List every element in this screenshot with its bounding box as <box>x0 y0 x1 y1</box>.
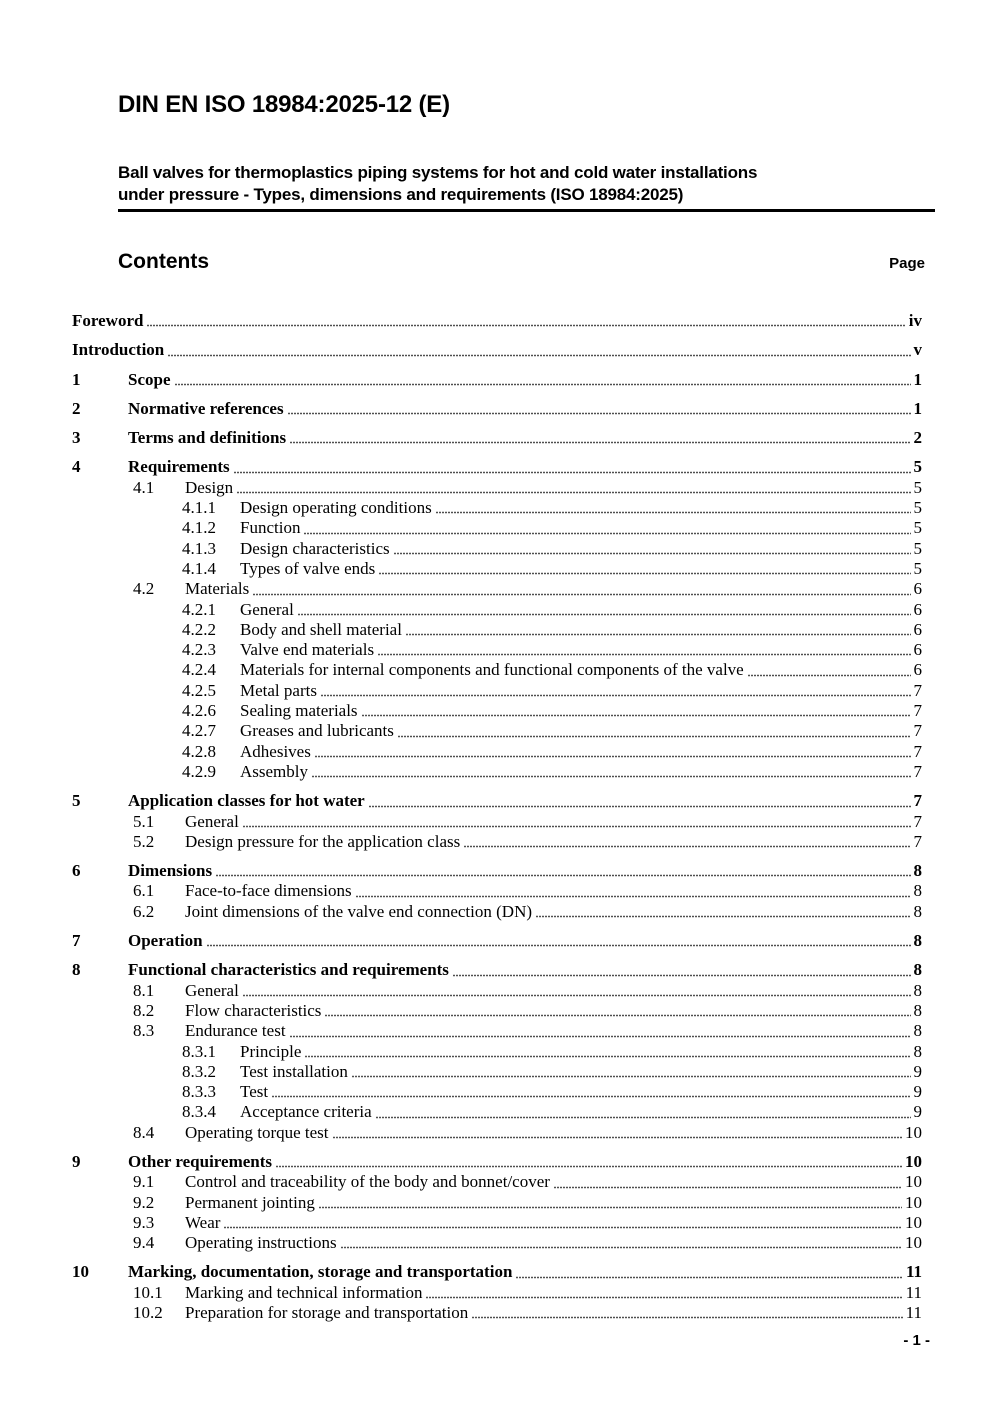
toc-entry <box>72 370 922 390</box>
toc-entry-page: 9 <box>913 1102 922 1122</box>
toc-entry-label: Function <box>240 518 301 538</box>
dot-leader <box>516 1276 903 1279</box>
toc-entry-number: 5.2 <box>133 831 155 851</box>
dot-leader <box>276 1165 902 1168</box>
toc-entry-page: 9 <box>913 1082 922 1102</box>
toc-entry-page: 5 <box>913 518 922 538</box>
toc-entry-label: Application classes for hot water <box>128 791 365 811</box>
toc-entry-page: 8 <box>913 881 922 901</box>
toc-entry-page: 7 <box>913 791 922 811</box>
toc-entry-number: 5 <box>72 791 81 811</box>
toc-entry <box>72 478 922 498</box>
toc-entry-page: 2 <box>913 428 922 448</box>
dot-leader <box>305 1055 910 1058</box>
dot-leader <box>472 1316 902 1319</box>
toc-entry-label: Design characteristics <box>240 538 390 558</box>
toc-entry <box>72 457 922 477</box>
toc-entry-number: 8.3.1 <box>182 1041 216 1061</box>
dot-leader <box>356 895 911 898</box>
toc-entry <box>72 1193 922 1213</box>
toc-entry <box>72 1303 922 1323</box>
toc-entry-page: 5 <box>913 457 922 477</box>
toc-entry <box>72 881 922 901</box>
toc-entry-label: Endurance test <box>185 1021 286 1041</box>
toc-entry-number: 4.2.2 <box>182 619 216 639</box>
toc-entry-number: 10.1 <box>133 1282 163 1302</box>
toc-entry-label: Marking, documentation, storage and transportation <box>128 1262 513 1282</box>
toc-entry-number: 4.2.1 <box>182 599 216 619</box>
toc-entry-number: 4.2.8 <box>182 741 216 761</box>
toc-entry-page: 10 <box>905 1122 922 1142</box>
toc-entry <box>72 1123 922 1143</box>
toc-entry-page: 8 <box>913 861 922 881</box>
toc-entry-page: 5 <box>913 538 922 558</box>
toc-entry-page: 7 <box>913 811 922 831</box>
toc-entry <box>72 518 922 538</box>
toc-entry-label: Types of valve ends <box>240 558 376 578</box>
toc-entry-label: Valve end materials <box>240 640 375 660</box>
toc-entry-page: 6 <box>913 660 922 680</box>
dot-leader <box>234 471 911 474</box>
toc-entry-page: 8 <box>913 980 922 1000</box>
toc-entry-number: 10.2 <box>133 1303 163 1323</box>
toc-entry-number: 8.3.3 <box>182 1082 216 1102</box>
toc-entry-label: Permanent jointing <box>185 1192 315 1212</box>
toc-entry-page: 8 <box>913 1041 922 1061</box>
dot-leader <box>321 694 911 697</box>
toc-entry <box>72 742 922 762</box>
toc-entry-number: 4.2.3 <box>182 640 216 660</box>
toc-entry <box>72 640 922 660</box>
toc-entry-label: Face-to-face dimensions <box>185 881 352 901</box>
toc-entry-number: 1 <box>72 369 81 389</box>
toc-entry-number: 10 <box>72 1262 89 1282</box>
toc-entry-label: Requirements <box>128 457 230 477</box>
toc-entry-page: 5 <box>913 558 922 578</box>
dot-leader <box>243 994 911 997</box>
toc-entry-label: Preparation for storage and transportation <box>185 1303 469 1323</box>
toc-entry-page: 1 <box>913 369 922 389</box>
toc-entry-label: Control and traceability of the body and bonnet/cover <box>185 1172 550 1192</box>
dot-leader <box>341 1246 902 1249</box>
dot-leader <box>304 532 910 535</box>
dot-leader <box>298 613 911 616</box>
toc-entry-number: 9 <box>72 1151 81 1171</box>
toc-entry <box>72 399 922 419</box>
toc-entry <box>72 861 922 881</box>
toc-entry-label: Assembly <box>240 761 308 781</box>
toc-entry-number: 8.3 <box>133 1021 155 1041</box>
dot-leader <box>436 511 911 514</box>
dot-leader <box>453 974 911 977</box>
toc-entry-page: 8 <box>913 1000 922 1020</box>
toc-entry-number: 4.1.4 <box>182 558 216 578</box>
dot-leader <box>243 825 911 828</box>
toc-entry-page: v <box>913 340 922 360</box>
contents-heading: Contents <box>118 250 209 273</box>
toc-entry <box>72 1001 922 1021</box>
toc-entry-page: 6 <box>913 599 922 619</box>
document-title-line1: Ball valves for thermoplastics piping systems for hot and cold water installations <box>118 163 758 182</box>
dot-leader <box>290 1035 911 1038</box>
toc-entry-page: 7 <box>913 761 922 781</box>
page-column-label: Page <box>889 255 925 272</box>
toc-entry-number: 4.2.4 <box>182 660 216 680</box>
footer-page-number: - 1 - <box>903 1332 930 1349</box>
toc-entry-label: Operation <box>128 931 203 951</box>
toc-entry <box>72 311 922 331</box>
document-title <box>118 162 757 206</box>
toc-entry-label: Body and shell material <box>240 619 402 639</box>
toc-entry-label: Functional characteristics and requirements <box>128 960 449 980</box>
dot-leader <box>362 714 911 717</box>
toc-entry-label: General <box>185 811 239 831</box>
toc-entry-page: 6 <box>913 640 922 660</box>
toc-entry-number: 4.2.7 <box>182 721 216 741</box>
toc-entry-label: Marking and technical information <box>185 1282 423 1302</box>
toc-entry-number: 8.1 <box>133 980 155 1000</box>
toc-entry-number: 6.1 <box>133 881 155 901</box>
toc-entry-number: 4.2.5 <box>182 680 216 700</box>
toc-entry-page: 8 <box>913 931 922 951</box>
toc-entry-label: Operating torque test <box>185 1122 329 1142</box>
toc-entry <box>72 981 922 1001</box>
toc-entry-page: 7 <box>913 701 922 721</box>
dot-leader <box>312 775 911 778</box>
toc-entry-label: Design pressure for the application class <box>185 831 461 851</box>
toc-entry <box>72 600 922 620</box>
toc-entry-label: Terms and definitions <box>128 428 287 448</box>
dot-leader <box>253 593 910 596</box>
toc-entry <box>72 579 922 599</box>
toc-entry-number: 6 <box>72 861 81 881</box>
toc-entry-number: 4.1.2 <box>182 518 216 538</box>
toc-entry <box>72 559 922 579</box>
toc-entry-page: 10 <box>905 1192 922 1212</box>
toc-entry-label: Dimensions <box>128 861 213 881</box>
toc-entry <box>72 812 922 832</box>
toc-entry-label: Test <box>240 1082 269 1102</box>
dot-leader <box>426 1296 902 1299</box>
toc-entry <box>72 539 922 559</box>
toc-entry-label: Design operating conditions <box>240 498 432 518</box>
toc-entry-number: 4.1 <box>133 477 155 497</box>
dot-leader <box>333 1136 902 1139</box>
toc-entry-number: 4.1.3 <box>182 538 216 558</box>
toc-entry-label: Joint dimensions of the valve end connection (DN) <box>185 901 533 921</box>
toc-entry-number: 8.3.4 <box>182 1102 216 1122</box>
toc-entry-page: 10 <box>905 1151 922 1171</box>
toc-entry-number: 9.2 <box>133 1192 155 1212</box>
toc-entry-page: 8 <box>913 1021 922 1041</box>
toc-entry-number: 5.1 <box>133 811 155 831</box>
toc-entry <box>72 832 922 852</box>
title-underline-rule <box>118 209 935 212</box>
toc-entry-number: 7 <box>72 931 81 951</box>
dot-leader <box>376 1116 911 1119</box>
dot-leader <box>147 324 905 327</box>
toc-entry-page: iv <box>908 311 922 330</box>
dot-leader <box>288 412 911 415</box>
toc-entry-number: 8.3.2 <box>182 1061 216 1081</box>
dot-leader <box>175 383 911 386</box>
toc-entry-label: Operating instructions <box>185 1233 337 1253</box>
document-title-line2: under pressure - Types, dimensions and requirements (ISO 18984:2025) <box>118 185 684 204</box>
toc-entry-label: Materials <box>185 579 250 599</box>
toc-entry-label: Introduction <box>72 340 165 360</box>
toc-entry-page: 7 <box>913 721 922 741</box>
toc-entry <box>72 1213 922 1233</box>
dot-leader <box>369 805 911 808</box>
toc-entry <box>72 721 922 741</box>
toc-entry <box>72 1021 922 1041</box>
toc-entry <box>72 498 922 518</box>
toc-entry-page: 6 <box>913 579 922 599</box>
toc-entry-number: 4.2.9 <box>182 761 216 781</box>
toc-entry <box>72 1172 922 1192</box>
dot-leader <box>290 441 910 444</box>
toc-entry-label: Scope <box>128 369 171 389</box>
toc-entry-page: 7 <box>913 831 922 851</box>
toc-entry-number: 9.3 <box>133 1212 155 1232</box>
toc-entry-label: Principle <box>240 1041 302 1061</box>
dot-leader <box>536 915 910 918</box>
toc-entry-page: 1 <box>913 398 922 418</box>
toc-entry-label: Foreword <box>72 311 144 330</box>
dot-leader <box>554 1186 902 1189</box>
toc-entry <box>72 1042 922 1062</box>
toc-entry <box>72 1283 922 1303</box>
toc-entry-page: 10 <box>905 1233 922 1253</box>
toc-entry-number: 6.2 <box>133 901 155 921</box>
toc-entry-page: 10 <box>905 1212 922 1232</box>
toc-entry-number: 8.4 <box>133 1122 155 1142</box>
toc-entry-number: 4.2.6 <box>182 701 216 721</box>
toc-entry <box>72 931 922 951</box>
toc-entry <box>72 681 922 701</box>
table-of-contents <box>72 302 922 1323</box>
toc-entry <box>72 902 922 922</box>
toc-entry-number: 2 <box>72 398 81 418</box>
dot-leader <box>352 1075 911 1078</box>
toc-entry <box>72 701 922 721</box>
toc-entry-number: 4 <box>72 457 81 477</box>
toc-entry-page: 7 <box>913 741 922 761</box>
toc-entry-label: Design <box>185 477 234 497</box>
document-code: DIN EN ISO 18984:2025-12 (E) <box>118 91 450 118</box>
toc-entry-label: Normative references <box>128 398 284 418</box>
toc-entry-number: 4.1.1 <box>182 498 216 518</box>
dot-leader <box>207 944 911 947</box>
toc-entry-page: 6 <box>913 619 922 639</box>
toc-entry-number: 4.2 <box>133 579 155 599</box>
toc-entry-label: Sealing materials <box>240 701 358 721</box>
toc-entry-label: Acceptance criteria <box>240 1102 372 1122</box>
toc-entry-label: Metal parts <box>240 680 317 700</box>
dot-leader <box>315 755 911 758</box>
toc-entry <box>72 1062 922 1082</box>
dot-leader <box>216 874 910 877</box>
toc-entry-label: Other requirements <box>128 1151 273 1171</box>
dot-leader <box>748 674 911 677</box>
toc-entry <box>72 428 922 448</box>
toc-entry-label: Materials for internal components and functional components of the valve <box>240 660 744 680</box>
dot-leader <box>378 653 910 656</box>
toc-entry <box>72 620 922 640</box>
toc-entry-page: 5 <box>913 477 922 497</box>
toc-entry-number: 8.2 <box>133 1000 155 1020</box>
toc-entry <box>72 1233 922 1253</box>
dot-leader <box>406 633 911 636</box>
toc-entry <box>72 1262 922 1282</box>
toc-entry-page: 11 <box>905 1282 922 1302</box>
toc-entry <box>72 791 922 811</box>
toc-entry-page: 10 <box>905 1172 922 1192</box>
toc-entry-number: 9.4 <box>133 1233 155 1253</box>
dot-leader <box>394 552 911 555</box>
toc-entry-label: Adhesives <box>240 741 311 761</box>
contents-header <box>118 250 925 274</box>
dot-leader <box>168 354 910 357</box>
toc-entry-label: Test installation <box>240 1061 348 1081</box>
toc-entry-label: General <box>185 980 239 1000</box>
toc-entry-number: 8 <box>72 960 81 980</box>
dot-leader <box>398 735 911 738</box>
toc-entry-page: 11 <box>905 1303 922 1323</box>
toc-entry-page: 8 <box>913 901 922 921</box>
toc-entry <box>72 660 922 680</box>
toc-entry <box>72 1102 922 1122</box>
toc-entry-page: 7 <box>913 680 922 700</box>
toc-entry-page: 11 <box>905 1262 922 1282</box>
toc-entry <box>72 1152 922 1172</box>
toc-entry-label: Greases and lubricants <box>240 721 394 741</box>
dot-leader <box>224 1226 902 1229</box>
dot-leader <box>464 845 910 848</box>
toc-entry <box>72 762 922 782</box>
dot-leader <box>237 491 910 494</box>
dot-leader <box>319 1206 902 1209</box>
toc-entry-number: 3 <box>72 428 81 448</box>
toc-entry-page: 9 <box>913 1061 922 1081</box>
toc-entry <box>72 340 922 360</box>
dot-leader <box>379 572 910 575</box>
dot-leader <box>325 1014 910 1017</box>
toc-entry-label: General <box>240 599 294 619</box>
toc-entry-page: 8 <box>913 960 922 980</box>
toc-entry <box>72 1082 922 1102</box>
toc-entry <box>72 960 922 980</box>
dot-leader <box>272 1095 910 1098</box>
toc-entry-number: 9.1 <box>133 1172 155 1192</box>
toc-entry-label: Flow characteristics <box>185 1000 322 1020</box>
toc-entry-label: Wear <box>185 1212 221 1232</box>
toc-entry-page: 5 <box>913 498 922 518</box>
